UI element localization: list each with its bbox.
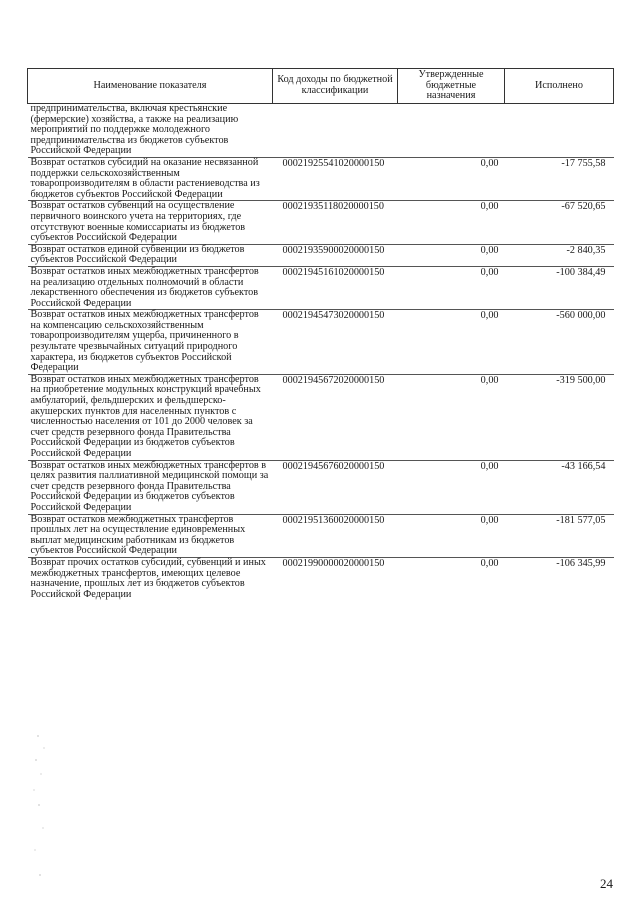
row-approved-amount: 0,00 — [398, 374, 505, 460]
row-income-code: 00021945473020000150 — [273, 310, 398, 375]
budget-execution-table — [27, 68, 614, 600]
table-row — [28, 374, 614, 460]
table-row — [28, 201, 614, 244]
header-indicator-name: Наименование показателя — [28, 69, 273, 104]
table-row — [28, 460, 614, 514]
row-approved-amount: 0,00 — [398, 201, 505, 244]
table-row — [28, 266, 614, 309]
row-executed-amount: -106 345,99 — [505, 557, 614, 600]
row-indicator-name: Возврат остатков межбюджетных трансфертов прошлых лет на осуществление единовременных выплат медицинским работникам из бюджетов субъектов Российской Федерации — [28, 514, 273, 557]
table-row — [28, 310, 614, 375]
row-executed-amount: -43 166,54 — [505, 460, 614, 514]
table-row — [28, 557, 614, 600]
row-income-code: 00021945676020000150 — [273, 460, 398, 514]
table-row — [28, 244, 614, 266]
header-approved-appropriations: Утвержденные бюджетные назначения — [398, 69, 505, 104]
scan-noise — [30, 730, 90, 890]
table-row — [28, 157, 614, 200]
row-income-code: 00021951360020000150 — [273, 514, 398, 557]
row-income-code: 00021945161020000150 — [273, 266, 398, 309]
continuation-text: предпринимательства, включая крестьянские (фермерские) хозяйства, а также на реализацию мероприятий по поддержке молодежного предпринимательства из бюджетов субъектов Российской Федерации — [30, 103, 239, 157]
row-approved-amount: 0,00 — [398, 266, 505, 309]
row-income-code: 00021925541020000150 — [273, 157, 398, 200]
header-executed: Исполнено — [505, 69, 614, 104]
row-income-code: 00021935900020000150 — [273, 244, 398, 266]
row-approved-amount: 0,00 — [398, 557, 505, 600]
row-executed-amount: -181 577,05 — [505, 514, 614, 557]
row-approved-amount: 0,00 — [398, 244, 505, 266]
row-income-code: 00021945672020000150 — [273, 374, 398, 460]
header-income-code: Код доходы по бюджетной классификации — [273, 69, 398, 104]
row-indicator-name: Возврат остатков иных межбюджетных трансфертов на реализацию отдельных полномочий в области лекарственного обеспечения из бюджетов субъектов Российской Федерации — [28, 266, 273, 309]
row-indicator-name: Возврат остатков иных межбюджетных трансфертов на приобретение модульных конструкций врачебных амбулаторий, фельдшерских и фельдшерско-акушерских пунктов для населенных пунктов с численностью населения от 101 до 2000 человек за счет средств резервного фонда Правительства Российской Федерации из бюджетов субъектов Российской Федерации — [28, 374, 273, 460]
row-approved-amount: 0,00 — [398, 157, 505, 200]
row-executed-amount: -319 500,00 — [505, 374, 614, 460]
row-income-code: 00021935118020000150 — [273, 201, 398, 244]
row-executed-amount: -100 384,49 — [505, 266, 614, 309]
table-row-continuation — [28, 104, 614, 158]
table-header-row — [28, 69, 614, 104]
row-indicator-name: Возврат остатков единой субвенции из бюджетов субъектов Российской Федерации — [28, 244, 273, 266]
row-approved-amount: 0,00 — [398, 310, 505, 375]
row-executed-amount: -17 755,58 — [505, 157, 614, 200]
row-income-code: 00021990000020000150 — [273, 557, 398, 600]
row-approved-amount: 0,00 — [398, 514, 505, 557]
row-indicator-name: Возврат остатков иных межбюджетных трансфертов в целях развития паллиативной медицинской помощи за счет средств резервного фонда Правительства Российской Федерации из бюджетов субъектов Российской Федерации — [28, 460, 273, 514]
row-executed-amount: -560 000,00 — [505, 310, 614, 375]
row-indicator-name: Возврат остатков субсидий на оказание несвязанной поддержки сельскохозяйственным товаропроизводителям в области растениеводства из бюджетов субъектов Российской Федерации — [28, 157, 273, 200]
row-indicator-name: Возврат прочих остатков субсидий, субвенций и иных межбюджетных трансфертов, имеющих целевое назначение, прошлых лет из бюджетов субъектов Российской Федерации — [28, 557, 273, 600]
row-executed-amount: -2 840,35 — [505, 244, 614, 266]
row-executed-amount: -67 520,65 — [505, 201, 614, 244]
row-approved-amount: 0,00 — [398, 460, 505, 514]
row-indicator-name: Возврат остатков субвенций на осуществление первичного воинского учета на территориях, где отсутствуют военные комиссариаты из бюджетов субъектов Российской Федерации — [28, 201, 273, 244]
table-row — [28, 514, 614, 557]
row-indicator-name: Возврат остатков иных межбюджетных трансфертов на компенсацию сельскохозяйственным товаропроизводителям ущерба, причиненного в результате чрезвычайных ситуаций природного характера, из бюджетов субъектов Российской Федерации — [28, 310, 273, 375]
page-number: 24 — [600, 876, 613, 891]
